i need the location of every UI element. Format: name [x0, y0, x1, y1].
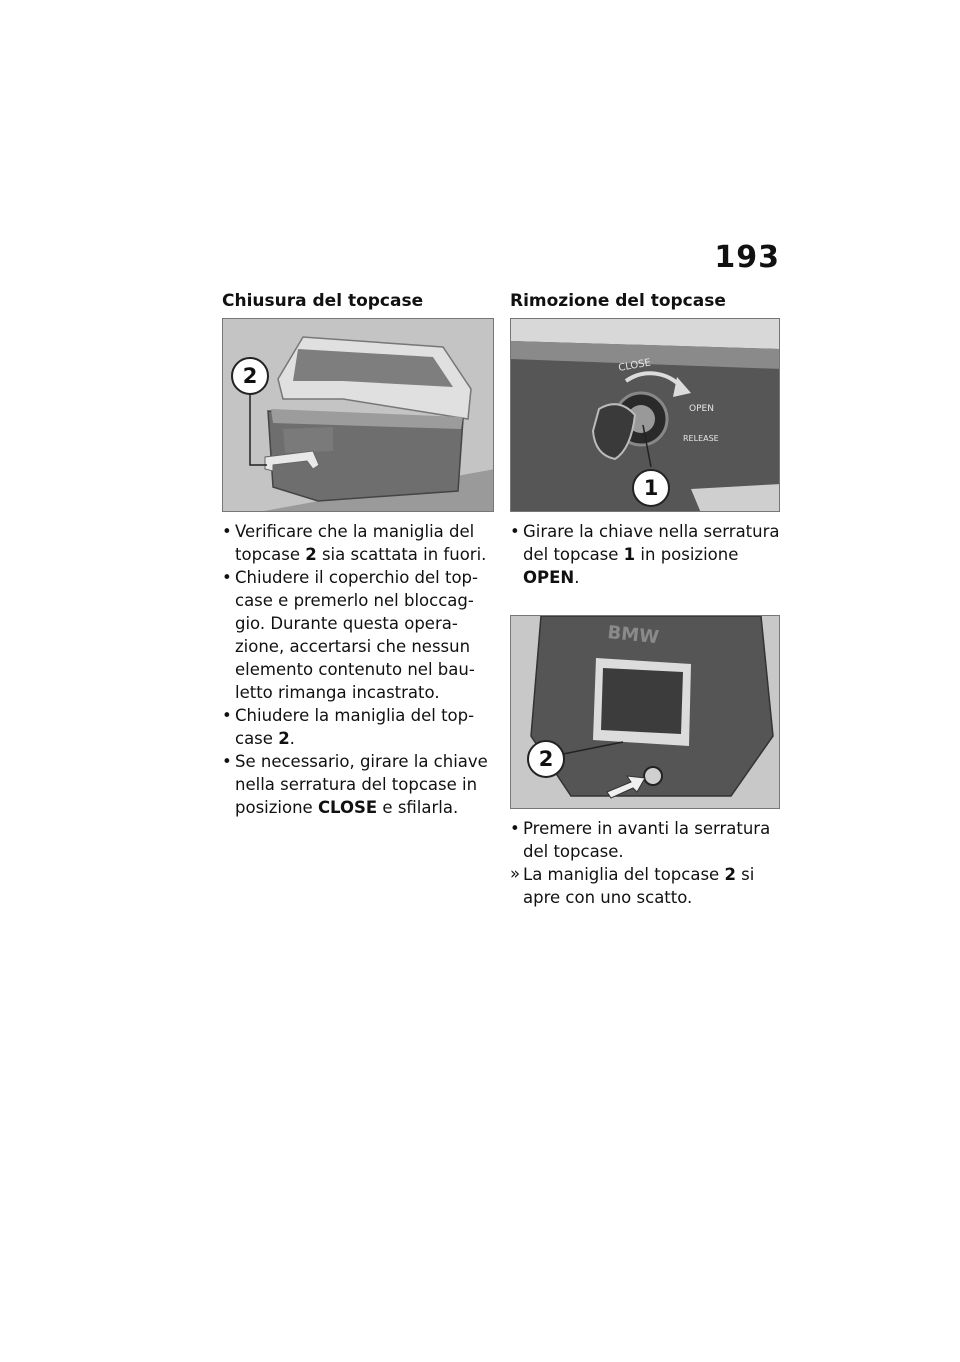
topcase-open-lid-photo	[222, 318, 494, 512]
section-heading: Rimozione del topcase	[510, 291, 726, 311]
result-item: » La maniglia del topcase 2 si apre con uno scatto.	[510, 863, 782, 909]
remove-instructions-list-2	[510, 817, 782, 909]
section-close-topcase	[222, 290, 494, 819]
close-instructions-list	[222, 520, 494, 819]
topcase-lock-photo	[510, 318, 780, 512]
label-release: RELEASE	[683, 434, 719, 443]
label-close: CLOSE	[617, 357, 652, 374]
remove-instructions-list-1	[510, 520, 782, 589]
list-item: • Girare la chiave nella serratura del topcase 1 in posizione OPEN.	[510, 520, 782, 589]
callout-2: 2	[231, 357, 269, 395]
list-item: • Premere in avanti la serratura del topcase.	[510, 817, 782, 863]
label-open: OPEN	[689, 404, 714, 414]
callout-1: 1	[632, 469, 670, 507]
section-remove-topcase	[510, 290, 782, 909]
topcase-rear-illustration	[511, 616, 780, 809]
callout-2: 2	[527, 740, 565, 778]
list-item: • Verificare che la maniglia del topcase 2 sia scattata in fuori.	[222, 520, 494, 566]
list-item: • Chiudere la maniglia del top-case 2.	[222, 704, 494, 750]
section-heading: Chiusura del topcase	[222, 291, 424, 311]
bmw-logo-text: BMW	[606, 622, 660, 649]
topcase-illustration	[223, 319, 494, 512]
list-item: • Chiudere il coperchio del top-case e premerlo nel bloccag-gio. Durante questa opera-zione, accertarsi che nessun elemento contenuto nel bau-letto rimanga incastrato.	[222, 566, 494, 704]
topcase-rear-photo	[510, 615, 780, 809]
page-number: 193	[714, 240, 780, 275]
list-item: • Se necessario, girare la chiave nella serratura del topcase in posizione CLOSE e sfilarla.	[222, 750, 494, 819]
